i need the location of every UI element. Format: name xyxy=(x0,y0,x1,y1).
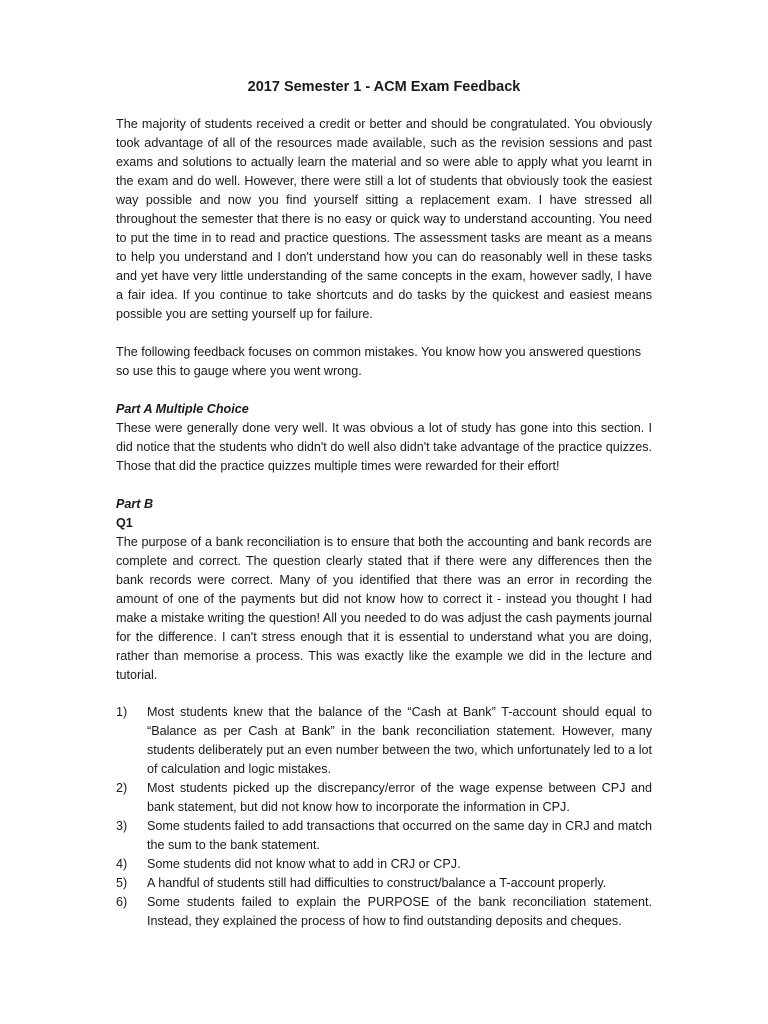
list-item xyxy=(116,855,652,874)
list-item xyxy=(116,703,652,779)
list-item xyxy=(116,817,652,855)
list-item-text: Most students knew that the balance of the “Cash at Bank” T-account should equal to “Balance as per Cash at Bank” in the bank reconciliation statement. However, many students deliberately put an even number between the two, which unfortunately led to a lot of calculation and logic mistakes. xyxy=(147,705,652,776)
part-a-body: These were generally done very well. It was obvious a lot of study has gone into this section. I did notice that the students who didn't do well also didn't take advantage of the practice quizzes. Those that did the practice quizzes multiple times were rewarded for their effort! xyxy=(116,421,652,473)
list-item xyxy=(116,893,652,931)
list-item-number: 2) xyxy=(116,781,128,795)
list-item-number: 1) xyxy=(116,705,128,719)
list-item-text: Some students failed to explain the PURPOSE of the bank reconciliation statement. Instead, they explained the process of how to find outstanding deposits and cheques. xyxy=(147,895,652,928)
part-a-heading: Part A Multiple Choice xyxy=(116,402,249,416)
mistakes-list xyxy=(116,703,652,931)
document-title: 2017 Semester 1 - ACM Exam Feedback xyxy=(247,79,521,95)
list-item-text: Some students did not know what to add in CRJ or CPJ. xyxy=(147,857,461,871)
list-item-number: 5) xyxy=(116,876,128,890)
part-b-heading: Part B xyxy=(116,497,154,511)
q1-body: The purpose of a bank reconciliation is to ensure that both the accounting and bank records are complete and correct. The question clearly stated that if there were any differences then the bank records were correct. Many of you identified that there was an error in recording the amount of one of the payments but did not know how to correct it - instead you thought I had make a mistake writing the question! All you needed to do was adjust the cash payments journal for the difference. I can't stress enough that it is essential to understand what you are doing, rather than memorise a process. This was exactly like the example we did in the lecture and tutorial. xyxy=(116,535,652,682)
list-item-text: Some students failed to add transactions that occurred on the same day in CRJ and match the sum to the bank statement. xyxy=(147,819,652,852)
list-item xyxy=(116,874,652,893)
list-item-text: A handful of students still had difficulties to construct/balance a T-account properly. xyxy=(147,876,607,890)
list-item-number: 3) xyxy=(116,819,128,833)
list-item-number: 6) xyxy=(116,895,128,909)
list-item-number: 4) xyxy=(116,857,128,871)
list-item-text: Most students picked up the discrepancy/error of the wage expense between CPJ and bank statement, but did not know how to incorporate the information in CPJ. xyxy=(147,781,652,814)
q1-heading: Q1 xyxy=(116,516,133,530)
feedback-intro-paragraph: The following feedback focuses on common mistakes. You know how you answered questions so use this to gauge where you went wrong. xyxy=(116,345,642,378)
intro-paragraph: The majority of students received a credit or better and should be congratulated. You obviously took advantage of all of the resources made available, such as the revision sessions and past exams and solutions to actually learn the material and so were able to apply what you learnt in the exam and do well. However, there were still a lot of students that obviously took the easiest way possible and now you find yourself sitting a replacement exam. I have stressed all throughout the semester that there is no easy or quick way to understand accounting. You need to put the time in to read and practice questions. The assessment tasks are meant as a means to help you understand and I don't understand how you can do reasonably well in these tasks and yet have very little understanding of the same concepts in the exam, however sadly, I have a fair idea. If you continue to take shortcuts and do tasks by the quickest and easiest means possible you are setting yourself up for failure. xyxy=(116,117,652,321)
list-item xyxy=(116,779,652,817)
